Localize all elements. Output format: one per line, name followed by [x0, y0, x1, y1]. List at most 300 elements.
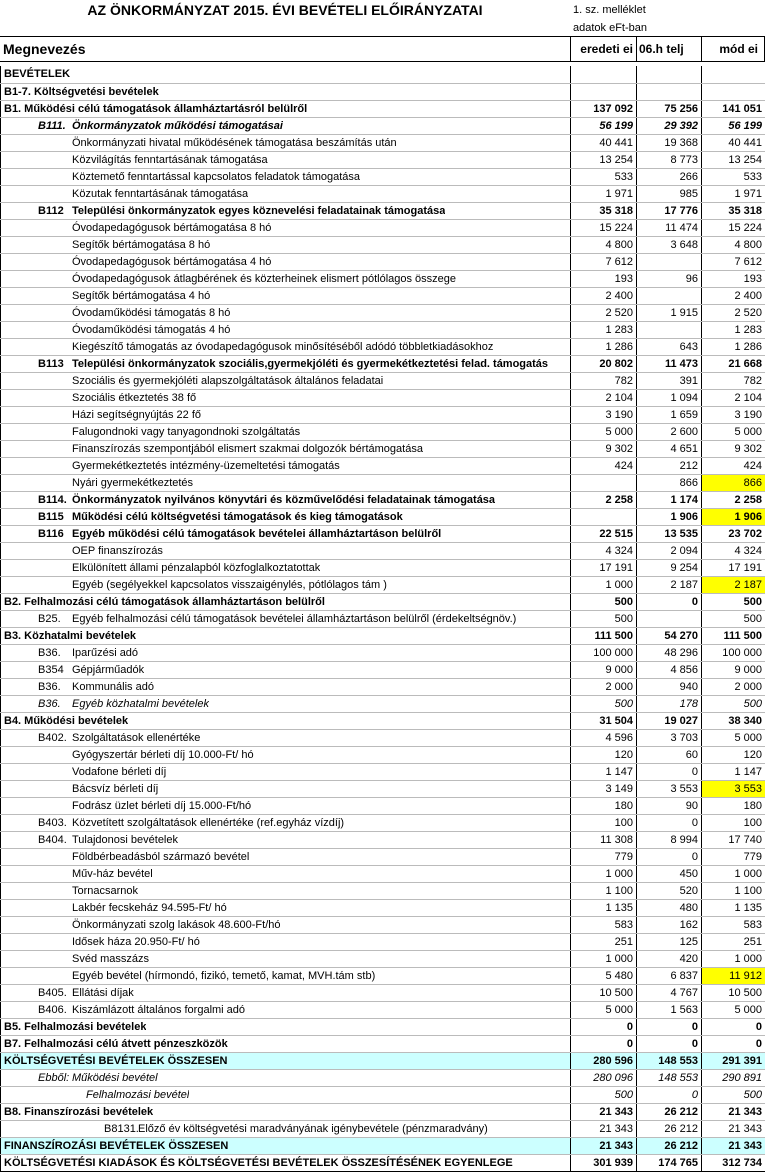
original-value-cell: 1 147	[571, 763, 637, 780]
original-value-cell: 2 520	[571, 304, 637, 321]
original-value-cell: 1 971	[571, 185, 637, 202]
original-value-cell: 2 400	[571, 287, 637, 304]
original-value-cell: 1 000	[571, 950, 637, 967]
actual-value-cell	[637, 610, 702, 627]
item-row-label-cell	[1, 270, 571, 287]
group-row-label-cell	[1, 1001, 571, 1018]
row-label: KÖLTSÉGVETÉSI KIADÁSOK ÉS KÖLTSÉGVETÉSI BEVÉTELEK ÖSSZESÍTÉSÉNEK EGYENLEGE	[4, 1155, 513, 1171]
row-label: B5. Felhalmozási bevételek	[4, 1019, 146, 1035]
modified-value-cell: 2 400	[702, 287, 765, 304]
row-label: Házi segítségnyújtás 22 fő	[72, 407, 201, 423]
row-label: Fodrász üzlet bérleti díj 15.000-Ft/hó	[72, 798, 251, 814]
table-row	[1, 933, 765, 950]
row-label: B2. Felhalmozási célú támogatások államháztartáson belülről	[4, 594, 325, 610]
modified-value-cell: 1 283	[702, 321, 765, 338]
actual-value-cell: 148 553	[637, 1052, 702, 1069]
table-row	[1, 185, 765, 202]
actual-value-cell: 0	[637, 1035, 702, 1052]
actual-value-cell: 17 776	[637, 202, 702, 219]
item-row-label-cell	[1, 287, 571, 304]
original-value-cell: 40 441	[571, 134, 637, 151]
original-value-cell: 0	[571, 1035, 637, 1052]
row-label: Működési célú költségvetési támogatások és kieg támogatások	[72, 509, 403, 525]
revenue-table	[0, 66, 765, 1172]
modified-value-cell: 100	[702, 814, 765, 831]
row-label: Előző év költségvetési maradványának igénybevétele (pénzmaradvány)	[138, 1121, 488, 1137]
item-row-label-cell	[1, 882, 571, 899]
table-row	[1, 270, 765, 287]
page-title: AZ ÖNKORMÁNYZAT 2015. ÉVI BEVÉTELI ELŐIRÁNYZATAI	[0, 2, 570, 18]
original-value-cell: 500	[571, 1086, 637, 1103]
modified-value-cell: 3 553	[702, 780, 765, 797]
original-value-cell: 1 286	[571, 338, 637, 355]
actual-value-cell: 1 906	[637, 508, 702, 525]
original-value-cell: 100	[571, 814, 637, 831]
table-row	[1, 848, 765, 865]
row-code: B405.	[38, 985, 72, 1001]
modified-value-cell: 4 324	[702, 542, 765, 559]
group-row-label-cell	[1, 814, 571, 831]
actual-value-cell: 6 837	[637, 967, 702, 984]
row-code: B115	[38, 509, 72, 525]
row-label: Szociális étkeztetés 38 fő	[72, 390, 196, 406]
modified-value-cell: 17 740	[702, 831, 765, 848]
modified-value-cell: 15 224	[702, 219, 765, 236]
modified-value-cell: 2 000	[702, 678, 765, 695]
table-row	[1, 1001, 765, 1018]
actual-value-cell: 8 773	[637, 151, 702, 168]
original-value-cell: 56 199	[571, 117, 637, 134]
table-row	[1, 984, 765, 1001]
row-label: Svéd masszázs	[72, 951, 149, 967]
section-row-label-cell	[1, 100, 571, 117]
actual-value-cell: 1 563	[637, 1001, 702, 1018]
item-row-label-cell	[1, 1120, 571, 1137]
row-label: Kiszámlázott általános forgalmi adó	[72, 1002, 245, 1018]
original-value-cell: 4 324	[571, 542, 637, 559]
modified-value-cell: 782	[702, 372, 765, 389]
modified-value-cell: 56 199	[702, 117, 765, 134]
row-label: Segítők bértámogatása 8 hó	[72, 237, 210, 253]
table-row	[1, 287, 765, 304]
section-row-label-cell	[1, 1103, 571, 1120]
original-value-cell: 5 480	[571, 967, 637, 984]
table-row	[1, 1086, 765, 1103]
row-code: B113	[38, 356, 72, 372]
table-row	[1, 882, 765, 899]
table-row	[1, 661, 765, 678]
group-row-label-cell	[1, 508, 571, 525]
row-label: B1-7. Költségvetési bevételek	[4, 84, 159, 100]
actual-value-cell: 75 256	[637, 100, 702, 117]
row-label: Falugondnoki vagy tanyagondnoki szolgáltatás	[72, 424, 300, 440]
actual-value-cell: 450	[637, 865, 702, 882]
group-row-label-cell	[1, 355, 571, 372]
item-row-label-cell	[1, 763, 571, 780]
actual-value-cell	[637, 287, 702, 304]
table-row	[1, 236, 765, 253]
item-row-label-cell	[1, 168, 571, 185]
row-code: B8131.	[104, 1121, 138, 1137]
row-label: KÖLTSÉGVETÉSI BEVÉTELEK ÖSSZESEN	[4, 1053, 228, 1069]
row-label: Segítők bértámogatása 4 hó	[72, 288, 210, 304]
table-row	[1, 1154, 765, 1171]
modified-value-cell: 21 343	[702, 1103, 765, 1120]
row-label: B1. Működési célú támogatások államháztartásról belülről	[4, 101, 307, 117]
actual-value-cell	[637, 253, 702, 270]
modified-value-cell: 1 971	[702, 185, 765, 202]
row-label: Települési önkormányzatok szociális,gyermekjóléti és gyermekétkeztetési felad. támogatás	[72, 356, 548, 372]
row-code: B36.	[38, 645, 72, 661]
original-value-cell: 500	[571, 695, 637, 712]
modified-value-cell: 3 190	[702, 406, 765, 423]
row-label: B4. Működési bevételek	[4, 713, 128, 729]
row-label: Vodafone bérleti díj	[72, 764, 166, 780]
row-label: Közutak fenntartásának támogatása	[72, 186, 248, 202]
table-row	[1, 576, 765, 593]
original-value-cell: 251	[571, 933, 637, 950]
row-code: B114.	[38, 492, 72, 508]
group-row-label-cell	[1, 984, 571, 1001]
table-row	[1, 457, 765, 474]
actual-value-cell	[637, 66, 702, 83]
actual-value-cell: 2 094	[637, 542, 702, 559]
original-value-cell: 10 500	[571, 984, 637, 1001]
modified-value-cell: 1 135	[702, 899, 765, 916]
row-label: Nyári gyermekétkeztetés	[72, 475, 193, 491]
row-label: Óvodaműködési támogatás 8 hó	[72, 305, 230, 321]
table-row	[1, 1018, 765, 1035]
table-row	[1, 831, 765, 848]
item-row-label-cell	[1, 338, 571, 355]
row-label: Tornacsarnok	[72, 883, 138, 899]
item-row-label-cell	[1, 559, 571, 576]
row-label: Óvodaműködési támogatás 4 hó	[72, 322, 230, 338]
original-value-cell: 5 000	[571, 1001, 637, 1018]
table-row	[1, 916, 765, 933]
row-label: Szolgáltatások ellenértéke	[72, 730, 200, 746]
section-row-label-cell	[1, 66, 571, 83]
original-value-cell: 21 343	[571, 1103, 637, 1120]
actual-value-cell: 2 600	[637, 423, 702, 440]
row-label: Elkülönített állami pénzalapból közfoglalkoztatottak	[72, 560, 320, 576]
table-row	[1, 1103, 765, 1120]
row-code: B36.	[38, 679, 72, 695]
original-value-cell: 111 500	[571, 627, 637, 644]
original-value-cell: 782	[571, 372, 637, 389]
actual-value-cell: 26 212	[637, 1120, 702, 1137]
original-value-cell: 533	[571, 168, 637, 185]
item-row-label-cell	[1, 185, 571, 202]
item-row-label-cell	[1, 253, 571, 270]
original-value-cell: 120	[571, 746, 637, 763]
item-row-label-cell	[1, 916, 571, 933]
original-value-cell: 137 092	[571, 100, 637, 117]
original-value-cell: 424	[571, 457, 637, 474]
actual-value-cell: 2 187	[637, 576, 702, 593]
modified-value-cell: 23 702	[702, 525, 765, 542]
modified-value-cell: 583	[702, 916, 765, 933]
item-row-label-cell	[1, 848, 571, 865]
table-row	[1, 967, 765, 984]
original-value-cell	[571, 83, 637, 100]
group-row-label-cell	[1, 661, 571, 678]
section-row-label-cell	[1, 83, 571, 100]
modified-value-cell: 424	[702, 457, 765, 474]
row-label: Egyéb bevétel (hírmondó, fizikó, temető, kamat, MVH.tám stb)	[72, 968, 375, 984]
row-label: Finanszírozás szempontjából elismert szakmai dolgozók bértámogatása	[72, 441, 423, 457]
modified-value-cell: 866	[702, 474, 765, 491]
actual-value-cell: 0	[637, 848, 702, 865]
section-row-label-cell	[1, 1154, 571, 1171]
column-header-original: eredeti ei	[570, 36, 636, 62]
row-label: Szociális és gyermekjóléti alapszolgáltatások általános feladatai	[72, 373, 383, 389]
modified-value-cell: 2 104	[702, 389, 765, 406]
table-row	[1, 134, 765, 151]
row-label: Idősek háza 20.950-Ft/ hó	[72, 934, 200, 950]
actual-value-cell: 3 703	[637, 729, 702, 746]
row-label: Egyéb (segélyekkel kapcsolatos visszaigénylés, pótlólagos tám )	[72, 577, 387, 593]
table-row	[1, 100, 765, 117]
item-row-label-cell	[1, 423, 571, 440]
original-value-cell: 0	[571, 1018, 637, 1035]
row-label: B8. Finanszírozási bevételek	[4, 1104, 153, 1120]
actual-value-cell: 1 174	[637, 491, 702, 508]
modified-value-cell: 533	[702, 168, 765, 185]
actual-value-cell: 60	[637, 746, 702, 763]
original-value-cell: 3 190	[571, 406, 637, 423]
row-label: Óvodapedagógusok bértámogatása 8 hó	[72, 220, 271, 236]
row-code: B406.	[38, 1002, 72, 1018]
row-label: Iparűzési adó	[72, 645, 138, 661]
actual-value-cell: 0	[637, 593, 702, 610]
actual-value-cell: 940	[637, 678, 702, 695]
row-label: Egyéb felhalmozási célú támogatások bevételei államháztartáson belülről (érdekeltségnöv.)	[72, 611, 516, 627]
actual-value-cell: 148 553	[637, 1069, 702, 1086]
item-row-label-cell	[1, 406, 571, 423]
table-row	[1, 304, 765, 321]
table-row	[1, 746, 765, 763]
item-row-label-cell	[1, 372, 571, 389]
row-label: Működési bevétel	[72, 1070, 158, 1086]
row-code: B36.	[38, 696, 72, 712]
table-row	[1, 219, 765, 236]
actual-value-cell: 1 915	[637, 304, 702, 321]
actual-value-cell: 90	[637, 797, 702, 814]
table-row	[1, 814, 765, 831]
table-row	[1, 678, 765, 695]
table-row	[1, 508, 765, 525]
modified-value-cell: 11 912	[702, 967, 765, 984]
row-label: Kommunális adó	[72, 679, 154, 695]
table-row	[1, 423, 765, 440]
modified-value-cell: 5 000	[702, 423, 765, 440]
column-header-modified: mód ei	[701, 36, 765, 62]
original-value-cell	[571, 66, 637, 83]
row-label: Közvetített szolgáltatások ellenértéke (ref.egyház vízdíj)	[72, 815, 344, 831]
modified-value-cell: 9 302	[702, 440, 765, 457]
table-row	[1, 66, 765, 83]
original-value-cell: 2 104	[571, 389, 637, 406]
row-label: FINANSZÍROZÁSI BEVÉTELEK ÖSSZESEN	[4, 1138, 228, 1154]
table-row	[1, 202, 765, 219]
section-row-label-cell	[1, 1137, 571, 1154]
actual-value-cell: 480	[637, 899, 702, 916]
actual-value-cell: 174 765	[637, 1154, 702, 1171]
modified-value-cell: 21 343	[702, 1120, 765, 1137]
row-label: Tulajdonosi bevételek	[72, 832, 178, 848]
original-value-cell: 100 000	[571, 644, 637, 661]
table-row	[1, 338, 765, 355]
modified-value-cell: 17 191	[702, 559, 765, 576]
original-value-cell: 2 000	[571, 678, 637, 695]
modified-value-cell: 2 258	[702, 491, 765, 508]
actual-value-cell: 0	[637, 763, 702, 780]
original-value-cell: 500	[571, 593, 637, 610]
table-row	[1, 644, 765, 661]
item-row-label-cell	[1, 457, 571, 474]
item-row-label-cell	[1, 236, 571, 253]
row-code: B112	[38, 203, 72, 219]
modified-value-cell: 5 000	[702, 729, 765, 746]
row-code: B111.	[38, 118, 72, 134]
modified-value-cell: 1 147	[702, 763, 765, 780]
actual-value-cell: 26 212	[637, 1137, 702, 1154]
item-row-label-cell	[1, 746, 571, 763]
original-value-cell: 4 800	[571, 236, 637, 253]
modified-value-cell: 1 000	[702, 950, 765, 967]
table-row	[1, 372, 765, 389]
sheet-header	[0, 0, 765, 66]
row-code: Ebből:	[38, 1070, 72, 1086]
modified-value-cell: 779	[702, 848, 765, 865]
item-row-label-cell	[1, 304, 571, 321]
actual-value-cell: 266	[637, 168, 702, 185]
table-row	[1, 627, 765, 644]
table-row	[1, 474, 765, 491]
table-row	[1, 168, 765, 185]
row-label: Önkormányzati hivatal működésének támogatása beszámítás után	[72, 135, 397, 151]
row-code: B403.	[38, 815, 72, 831]
original-value-cell: 9 302	[571, 440, 637, 457]
original-value-cell: 193	[571, 270, 637, 287]
original-value-cell: 1 100	[571, 882, 637, 899]
item-row-label-cell	[1, 780, 571, 797]
group-row-label-cell	[1, 202, 571, 219]
item-row-label-cell	[1, 440, 571, 457]
group-row-label-cell	[1, 729, 571, 746]
original-value-cell: 15 224	[571, 219, 637, 236]
group-row-label-cell	[1, 117, 571, 134]
modified-value-cell: 290 891	[702, 1069, 765, 1086]
actual-value-cell: 985	[637, 185, 702, 202]
row-label: Önkormányzatok nyilvános könyvtári és közművelődési feladatainak támogatása	[72, 492, 495, 508]
modified-value-cell: 21 668	[702, 355, 765, 372]
modified-value-cell: 500	[702, 695, 765, 712]
section-row-label-cell	[1, 627, 571, 644]
actual-value-cell: 520	[637, 882, 702, 899]
row-label: Egyéb közhatalmi bevételek	[72, 696, 209, 712]
modified-value-cell: 500	[702, 610, 765, 627]
item-row-label-cell	[1, 950, 571, 967]
section-row-label-cell	[1, 1052, 571, 1069]
original-value-cell: 779	[571, 848, 637, 865]
row-code: B116	[38, 526, 72, 542]
actual-value-cell: 96	[637, 270, 702, 287]
table-row	[1, 899, 765, 916]
actual-value-cell: 11 474	[637, 219, 702, 236]
actual-value-cell: 0	[637, 1086, 702, 1103]
modified-value-cell: 40 441	[702, 134, 765, 151]
table-row	[1, 1120, 765, 1137]
table-row	[1, 253, 765, 270]
modified-value-cell: 111 500	[702, 627, 765, 644]
item-row-label-cell	[1, 967, 571, 984]
table-row	[1, 117, 765, 134]
table-row	[1, 780, 765, 797]
modified-value-cell: 500	[702, 593, 765, 610]
actual-value-cell: 0	[637, 1018, 702, 1035]
original-value-cell: 20 802	[571, 355, 637, 372]
original-value-cell: 180	[571, 797, 637, 814]
group-row-label-cell	[1, 1069, 571, 1086]
table-row	[1, 1035, 765, 1052]
row-label: Kiegészítő támogatás az óvodapedagógusok minősítéséből adódó többletkiadásokhoz	[72, 339, 493, 355]
actual-value-cell: 4 856	[637, 661, 702, 678]
item-row-label-cell	[1, 321, 571, 338]
actual-value-cell: 13 535	[637, 525, 702, 542]
item-row-label-cell	[1, 899, 571, 916]
original-value-cell: 21 343	[571, 1137, 637, 1154]
actual-value-cell: 420	[637, 950, 702, 967]
row-label: Óvodapedagógusok átlagbérének és közterheinek elismert pótlólagos összege	[72, 271, 456, 287]
actual-value-cell: 9 254	[637, 559, 702, 576]
group-row-label-cell	[1, 491, 571, 508]
original-value-cell: 5 000	[571, 423, 637, 440]
actual-value-cell: 162	[637, 916, 702, 933]
original-value-cell: 22 515	[571, 525, 637, 542]
table-row	[1, 355, 765, 372]
row-code: B404.	[38, 832, 72, 848]
actual-value-cell: 54 270	[637, 627, 702, 644]
section-row-label-cell	[1, 593, 571, 610]
group-row-label-cell	[1, 695, 571, 712]
original-value-cell: 3 149	[571, 780, 637, 797]
table-row	[1, 763, 765, 780]
actual-value-cell	[637, 321, 702, 338]
item-row-label-cell	[1, 933, 571, 950]
row-label: Gépjárműadók	[72, 662, 144, 678]
column-header-actual: 06.h telj	[636, 36, 701, 62]
table-row	[1, 729, 765, 746]
table-row	[1, 491, 765, 508]
item-row-label-cell	[1, 134, 571, 151]
row-code: B354	[38, 662, 72, 678]
modified-value-cell: 180	[702, 797, 765, 814]
actual-value-cell: 19 027	[637, 712, 702, 729]
original-value-cell: 31 504	[571, 712, 637, 729]
table-row	[1, 542, 765, 559]
actual-value-cell	[637, 83, 702, 100]
modified-value-cell: 0	[702, 1018, 765, 1035]
group-row-label-cell	[1, 525, 571, 542]
actual-value-cell: 212	[637, 457, 702, 474]
modified-value-cell: 1 286	[702, 338, 765, 355]
original-value-cell	[571, 508, 637, 525]
modified-value-cell: 312 734	[702, 1154, 765, 1171]
actual-value-cell: 29 392	[637, 117, 702, 134]
original-value-cell: 583	[571, 916, 637, 933]
